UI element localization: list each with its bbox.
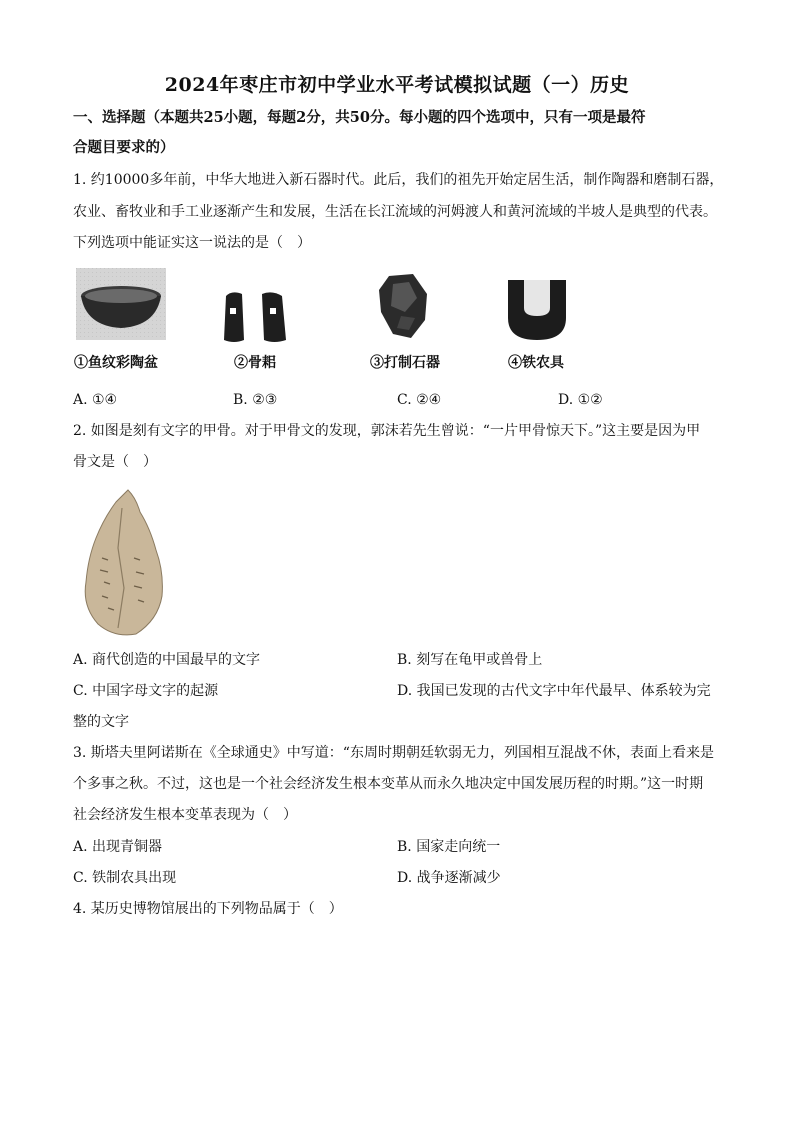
q2-option-a[interactable]: A. 商代创造的中国最早的文字 xyxy=(73,652,261,668)
q3-option-d[interactable]: D. 战争逐渐减少 xyxy=(397,870,501,886)
q4-stem-line1: 4. 某历史博物馆展出的下列物品属于（ ） xyxy=(73,901,343,917)
q2-option-d[interactable]: D. 我国已发现的古代文字中年代最早、体系较为完 xyxy=(397,683,711,699)
q3-stem-line3: 社会经济发生根本变革表现为（ ） xyxy=(73,807,297,823)
q1-option-d[interactable]: D. ①② xyxy=(558,392,603,408)
q1-caption-1: ①鱼纹彩陶盆 xyxy=(74,355,158,371)
oracle-bone-image xyxy=(78,488,168,638)
page-title: 2024年枣庄市初中学业水平考试模拟试题（一）历史 xyxy=(164,74,630,96)
q1-stem-line1: 1. 约10000多年前，中华大地进入新石器时代。此后，我们的祖先开始定居生活，制作陶器和磨制石器， xyxy=(73,172,724,188)
bone-spade-image xyxy=(222,290,290,344)
chipped-stone-tool-image xyxy=(375,272,431,342)
q3-stem-line2: 个多事之秋。不过，这也是一个社会经济发生根本变革从而永久地决定中国发展历程的时期。”这一时期 xyxy=(73,776,704,792)
q1-caption-2: ②骨耜 xyxy=(234,355,276,371)
section-heading-line2: 合题目要求的） xyxy=(73,139,175,156)
q1-stem-line2: 农业、畜牧业和手工业逐渐产生和发展，生活在长江流域的河姆渡人和黄河流域的半坡人是典型的代表。 xyxy=(73,204,717,220)
section-heading-line1: 一、选择题（本题共25小题，每题2分，共50分。每小题的四个选项中，只有一项是最符 xyxy=(73,109,646,126)
q1-option-a[interactable]: A. ①④ xyxy=(73,392,118,408)
q1-option-b[interactable]: B. ②③ xyxy=(233,392,278,408)
q1-caption-3: ③打制石器 xyxy=(370,355,440,371)
q2-option-d-continued: 整的文字 xyxy=(73,714,129,730)
q2-option-c[interactable]: C. 中国字母文字的起源 xyxy=(73,683,219,699)
q2-stem-line2: 骨文是（ ） xyxy=(73,454,157,470)
iron-farm-tool-image xyxy=(506,278,568,342)
q3-option-b[interactable]: B. 国家走向统一 xyxy=(397,839,501,855)
q3-option-c[interactable]: C. 铁制农具出现 xyxy=(73,870,177,886)
q1-option-c[interactable]: C. ②④ xyxy=(397,392,442,408)
q1-stem-line3: 下列选项中能证实这一说法的是（ ） xyxy=(73,235,311,251)
q3-option-a[interactable]: A. 出现青铜器 xyxy=(73,839,163,855)
q3-stem-line1: 3. 斯塔夫里阿诺斯在《全球通史》中写道：“东周时期朝廷软弱无力，列国相互混战不休，表面上看来是 xyxy=(73,745,714,761)
q2-option-b[interactable]: B. 刻写在龟甲或兽骨上 xyxy=(397,652,543,668)
pottery-basin-image xyxy=(76,268,166,340)
q2-stem-line1: 2. 如图是刻有文字的甲骨。对于甲骨文的发现，郭沫若先生曾说：“一片甲骨惊天下。”这主要是因为甲 xyxy=(73,423,701,439)
q1-caption-4: ④铁农具 xyxy=(508,355,564,371)
